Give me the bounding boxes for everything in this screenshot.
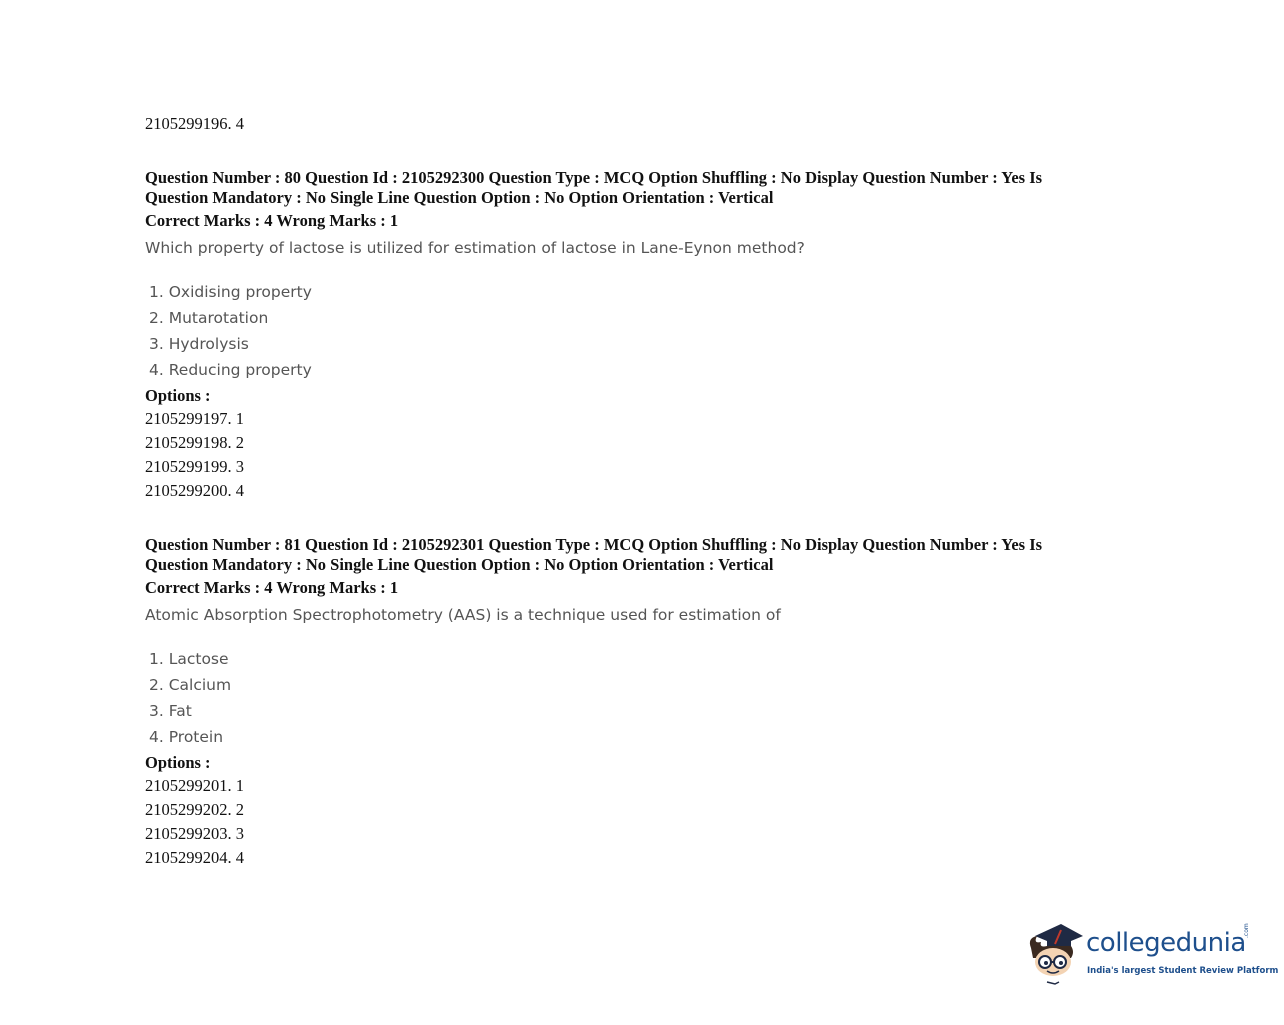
question-80-marks: Correct Marks : 4 Wrong Marks : 1 — [145, 211, 399, 230]
question-81-option-id-1: 2105299201. 1 — [145, 776, 244, 795]
question-80-choice-4: 4. Reducing property — [149, 361, 312, 379]
question-80-options-label: Options : — [145, 386, 211, 405]
question-81-options-label: Options : — [145, 753, 211, 772]
question-81-choice-1: 1. Lactose — [149, 650, 229, 668]
question-80-choice-3: 3. Hydrolysis — [149, 335, 249, 353]
question-81-option-id-4: 2105299204. 4 — [145, 848, 244, 867]
logo-tagline: India's largest Student Review Platform — [1087, 966, 1279, 976]
question-81-option-id-3: 2105299203. 3 — [145, 824, 244, 843]
question-80-option-id-4: 2105299200. 4 — [145, 481, 244, 500]
question-80-choice-2: 2. Mutarotation — [149, 309, 269, 327]
logo-brand-name: collegedunia — [1086, 928, 1246, 958]
question-80-text: Which property of lactose is utilized for estimation of lactose in Lane-Eynon method? — [145, 239, 805, 257]
question-81-marks: Correct Marks : 4 Wrong Marks : 1 — [145, 578, 399, 597]
question-80-choice-1: 1. Oxidising property — [149, 283, 312, 301]
question-81-choice-2: 2. Calcium — [149, 676, 232, 694]
question-81-option-id-2: 2105299202. 2 — [145, 800, 244, 819]
question-80-meta: Question Number : 80 Question Id : 2105292300 Question Type : MCQ Option Shuffling : No Display Question Number : Yes Is Question Mandatory : No Single Line Question Option : No Option Orientation : Vertical — [145, 168, 1043, 207]
question-80-option-id-2: 2105299198. 2 — [145, 433, 244, 452]
question-80-option-id-3: 2105299199. 3 — [145, 457, 244, 476]
question-81-meta: Question Number : 81 Question Id : 2105292301 Question Type : MCQ Option Shuffling : No Display Question Number : Yes Is Question Mandatory : No Single Line Question Option : No Option Orientation : Vertical — [145, 535, 1043, 574]
question-81-choice-4: 4. Protein — [149, 728, 224, 746]
previous-option-line: 2105299196. 4 — [145, 114, 244, 133]
logo-domain-suffix: .com — [1243, 923, 1250, 938]
collegedunia-logo — [1025, 918, 1279, 990]
question-80-option-id-1: 2105299197. 1 — [145, 409, 244, 428]
graduate-mascot-icon — [1025, 918, 1087, 988]
question-81-choice-3: 3. Fat — [149, 702, 192, 720]
question-81-text: Atomic Absorption Spectrophotometry (AAS) is a technique used for estimation of — [145, 606, 781, 624]
